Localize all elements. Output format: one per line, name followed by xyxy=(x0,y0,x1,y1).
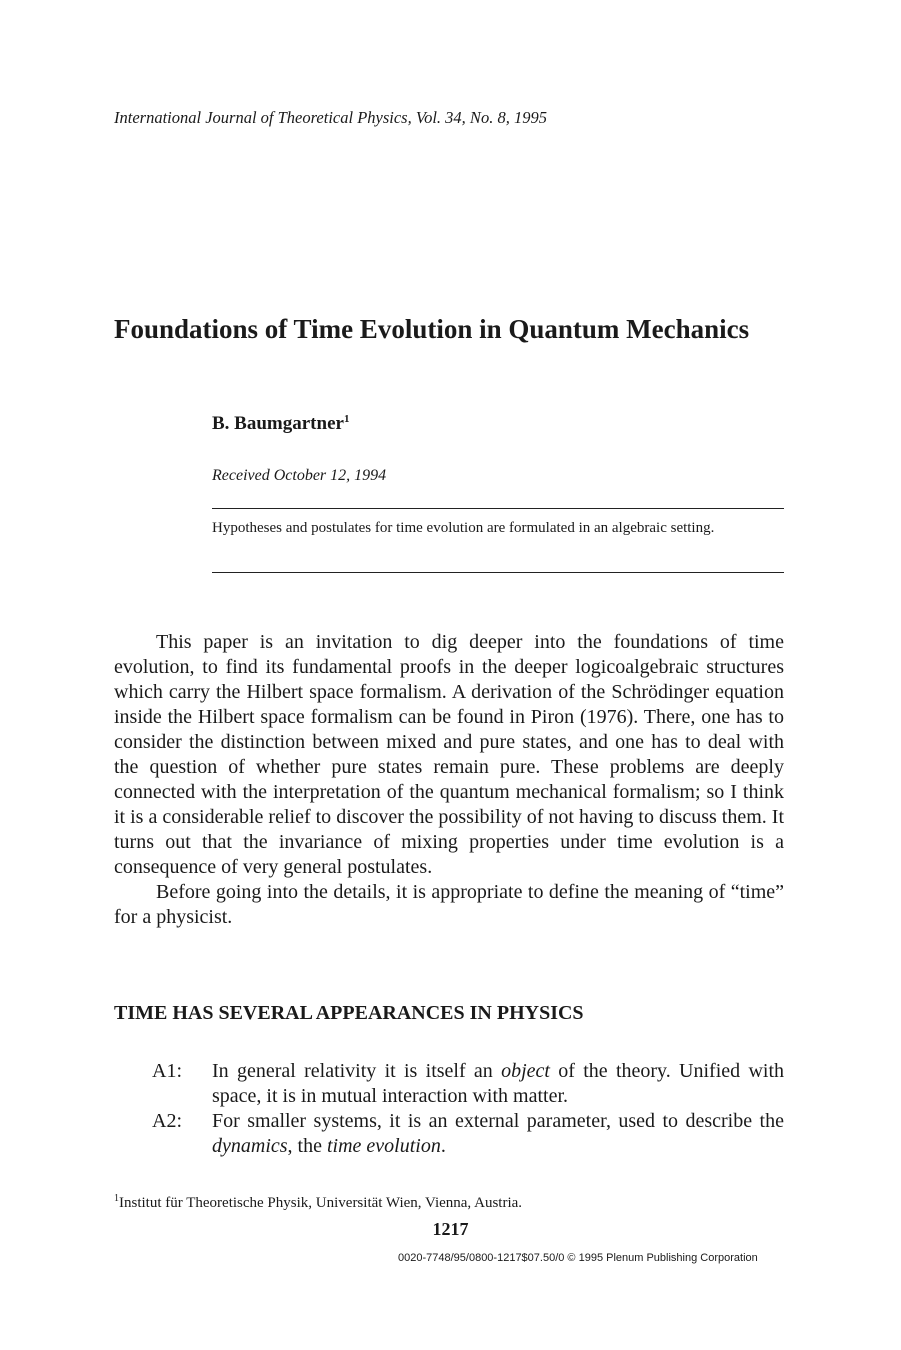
page-number: 1217 xyxy=(432,1219,469,1239)
list-item-label: A1: xyxy=(152,1060,182,1082)
footnote-mark: 1 xyxy=(114,1193,119,1204)
copyright-line: 0020-7748/95/0800-1217$07.50/0 © 1995 Plenum Publishing Corporation xyxy=(398,1252,758,1264)
list-item-label: A2: xyxy=(152,1110,182,1132)
list-item-text: In general relativity it is itself an object of the theory. Unified with space, it is in mutual interaction with matter. xyxy=(212,1060,785,1107)
paper-title: Foundations of Time Evolution in Quantum Mechanics xyxy=(114,314,750,344)
abstract: Hypotheses and postulates for time evolution are formulated in an algebraic setting. xyxy=(212,520,715,536)
footnote-text: Institut für Theoretische Physik, Universität Wien, Vienna, Austria. xyxy=(119,1195,523,1211)
author-name: B. Baumgartner xyxy=(212,413,344,434)
footnote xyxy=(114,1193,522,1212)
paragraph-2: Before going into the details, it is appropriate to define the meaning of “time” for a physicist. xyxy=(114,881,784,928)
abstract-rule-top xyxy=(212,508,784,509)
paragraph-1: This paper is an invitation to dig deeper into the foundations of time evolution, to find its fundamental proofs in the deeper logicoalgebraic structures which carry the Hilbert space formalism. A derivation of the Schrödinger equation inside the Hilbert space formalism can be found in Piron (1976). There, one has to consider the distinction between mixed and pure states, and one has to deal with the question of whether pure states remain pure. These problems are deeply connected with the interpretation of the quantum mechanical formalism; so I think it is a considerable relief to discover the possibility of not having to discuss them. It turns out that the invariance of mixing properties under time evolution is a consequence of very general postulates. xyxy=(114,631,784,878)
received-date: Received October 12, 1994 xyxy=(212,467,387,484)
journal-citation: International Journal of Theoretical Physics, Vol. 34, No. 8, 1995 xyxy=(114,108,547,127)
author-footnote-mark: 1 xyxy=(343,413,350,425)
section-heading: TIME HAS SEVERAL APPEARANCES IN PHYSICS xyxy=(114,1002,584,1024)
list-item xyxy=(152,1109,784,1159)
appearance-list xyxy=(152,1059,784,1159)
abstract-rule-bottom xyxy=(212,572,784,573)
author xyxy=(212,413,349,435)
list-item xyxy=(152,1059,784,1109)
body-text xyxy=(114,630,784,930)
list-item-text: For smaller systems, it is an external parameter, used to describe the dynamics, the time evolution. xyxy=(212,1110,784,1157)
